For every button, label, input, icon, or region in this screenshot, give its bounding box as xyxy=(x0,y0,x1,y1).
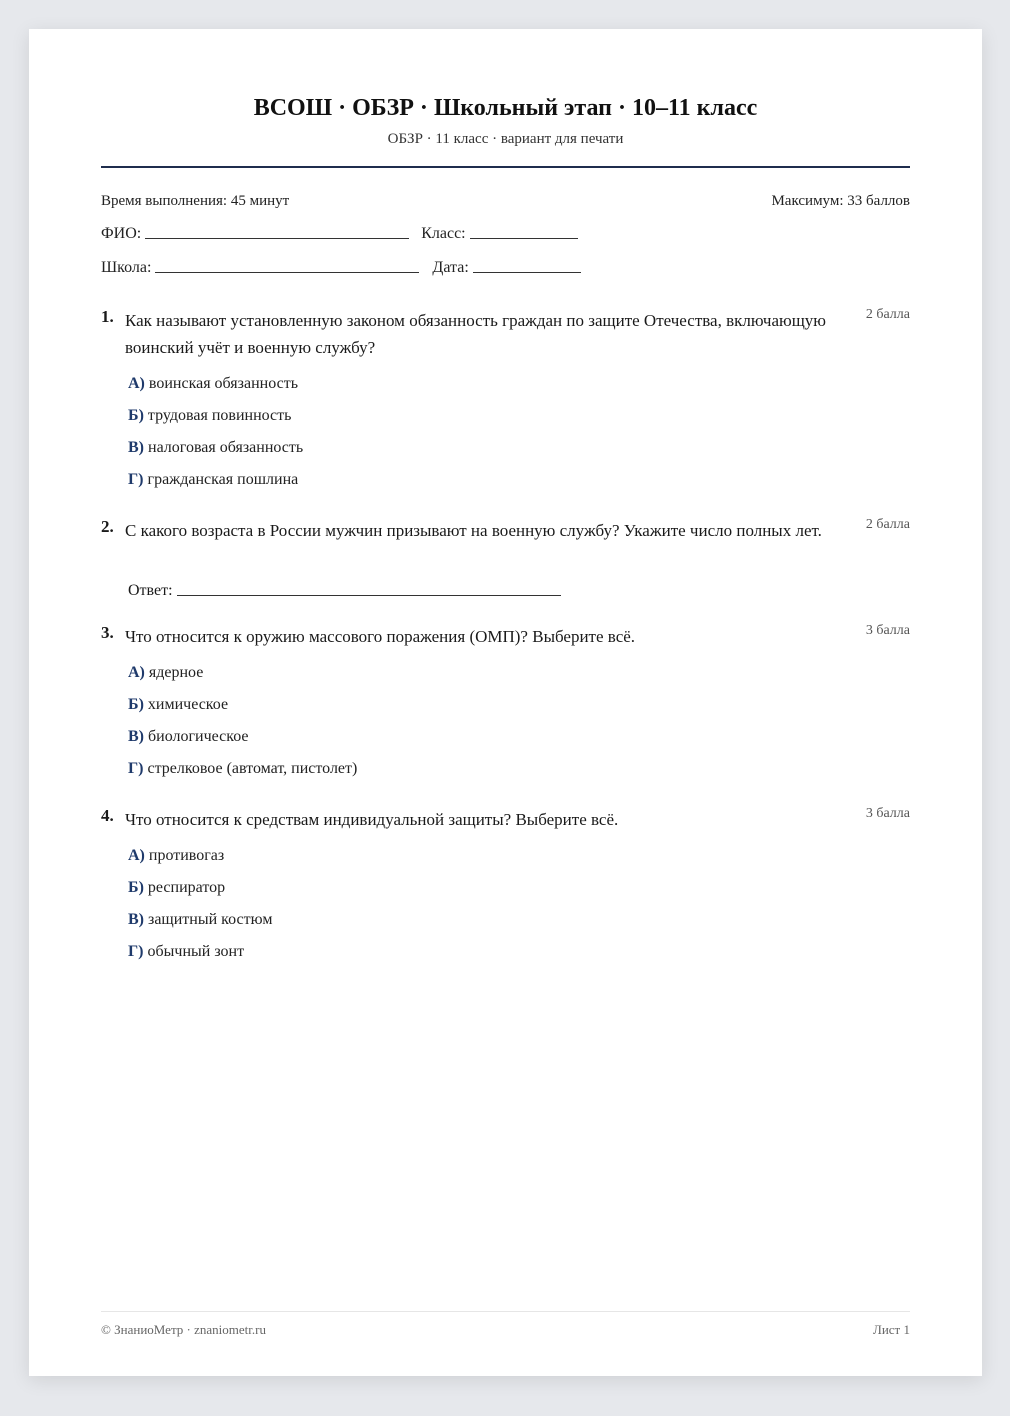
question-number: 1. xyxy=(101,307,114,326)
question-number: 2. xyxy=(101,517,114,536)
page-subtitle: ОБЗР · 11 класс · вариант для печати xyxy=(387,131,624,147)
option-letter: В) xyxy=(128,911,144,928)
q3-option-b[interactable] xyxy=(128,696,228,714)
option-text: противогаз xyxy=(148,847,225,864)
max-score: Максимум: 33 баллов xyxy=(771,193,910,209)
option-text: защитный костюм xyxy=(148,911,273,928)
fio-line[interactable] xyxy=(145,237,409,239)
question-points: 2 балла xyxy=(865,307,910,322)
question-text: Как называют установленную законом обязанность граждан по защите Отечества, включающую воинский учёт и военную службу? xyxy=(125,311,827,357)
time-limit: Время выполнения: 45 минут xyxy=(101,193,290,209)
option-letter: В) xyxy=(128,728,144,745)
page-title: ВСОШ · ОБЗР · Школьный этап · 10–11 класс xyxy=(253,95,758,121)
q4-option-b[interactable] xyxy=(128,879,225,897)
school-label: Школа: xyxy=(101,259,152,276)
option-letter: Б) xyxy=(128,879,144,896)
answer-label: Ответ: xyxy=(128,582,173,599)
option-text: налоговая обязанность xyxy=(148,439,304,456)
q4-option-a[interactable] xyxy=(128,847,224,865)
option-text: обычный зонт xyxy=(147,943,245,960)
exam-sheet xyxy=(29,29,982,1376)
option-letter: Б) xyxy=(128,407,144,424)
question-points: 2 балла xyxy=(865,517,910,532)
question-number: 4. xyxy=(101,806,114,825)
answer-line[interactable] xyxy=(177,594,561,596)
date-line[interactable] xyxy=(473,271,581,273)
option-letter: Г) xyxy=(128,471,144,488)
header-divider xyxy=(101,166,910,168)
school-line[interactable] xyxy=(155,271,419,273)
fio-label: ФИО: xyxy=(101,225,142,242)
q4-option-c[interactable] xyxy=(128,911,273,929)
question-text: Что относится к оружию массового поражения (ОМП)? Выберите всё. xyxy=(125,627,636,646)
option-text: трудовая повинность xyxy=(147,407,292,424)
option-letter: Г) xyxy=(128,760,144,777)
date-label: Дата: xyxy=(432,259,469,276)
q3-option-a[interactable] xyxy=(128,664,203,682)
option-text: респиратор xyxy=(147,879,226,896)
fio-class-row xyxy=(101,225,578,243)
school-date-row xyxy=(101,259,581,277)
q1-option-a[interactable] xyxy=(128,375,298,393)
option-text: воинская обязанность xyxy=(148,375,298,392)
option-letter: А) xyxy=(128,375,145,392)
footer-page-number: Лист 1 xyxy=(873,1322,910,1337)
q1-option-b[interactable] xyxy=(128,407,291,425)
q2-answer-row xyxy=(128,582,561,600)
option-letter: А) xyxy=(128,664,145,681)
option-text: гражданская пошлина xyxy=(147,471,299,488)
option-letter: В) xyxy=(128,439,144,456)
q3-option-c[interactable] xyxy=(128,728,249,746)
q1-option-d[interactable] xyxy=(128,471,298,489)
q4-option-d[interactable] xyxy=(128,943,244,961)
question-number: 3. xyxy=(101,623,114,642)
question-points: 3 балла xyxy=(865,623,910,638)
class-label: Класс: xyxy=(421,225,466,242)
q1-option-c[interactable] xyxy=(128,439,303,457)
question-text: Что относится к средствам индивидуальной защиты? Выберите всё. xyxy=(125,810,619,829)
option-letter: А) xyxy=(128,847,145,864)
option-letter: Б) xyxy=(128,696,144,713)
option-text: ядерное xyxy=(148,664,204,681)
option-text: биологическое xyxy=(148,728,249,745)
class-line[interactable] xyxy=(470,237,578,239)
question-text: С какого возраста в России мужчин призывают на военную службу? Укажите число полных лет. xyxy=(125,521,822,540)
option-text: стрелковое (автомат, пистолет) xyxy=(147,760,358,777)
option-text: химическое xyxy=(147,696,229,713)
footer-divider xyxy=(101,1311,910,1312)
footer-copyright: © ЗнаниоМетр · znaniometr.ru xyxy=(101,1322,266,1337)
option-letter: Г) xyxy=(128,943,144,960)
q3-option-d[interactable] xyxy=(128,760,357,778)
question-points: 3 балла xyxy=(865,806,910,821)
